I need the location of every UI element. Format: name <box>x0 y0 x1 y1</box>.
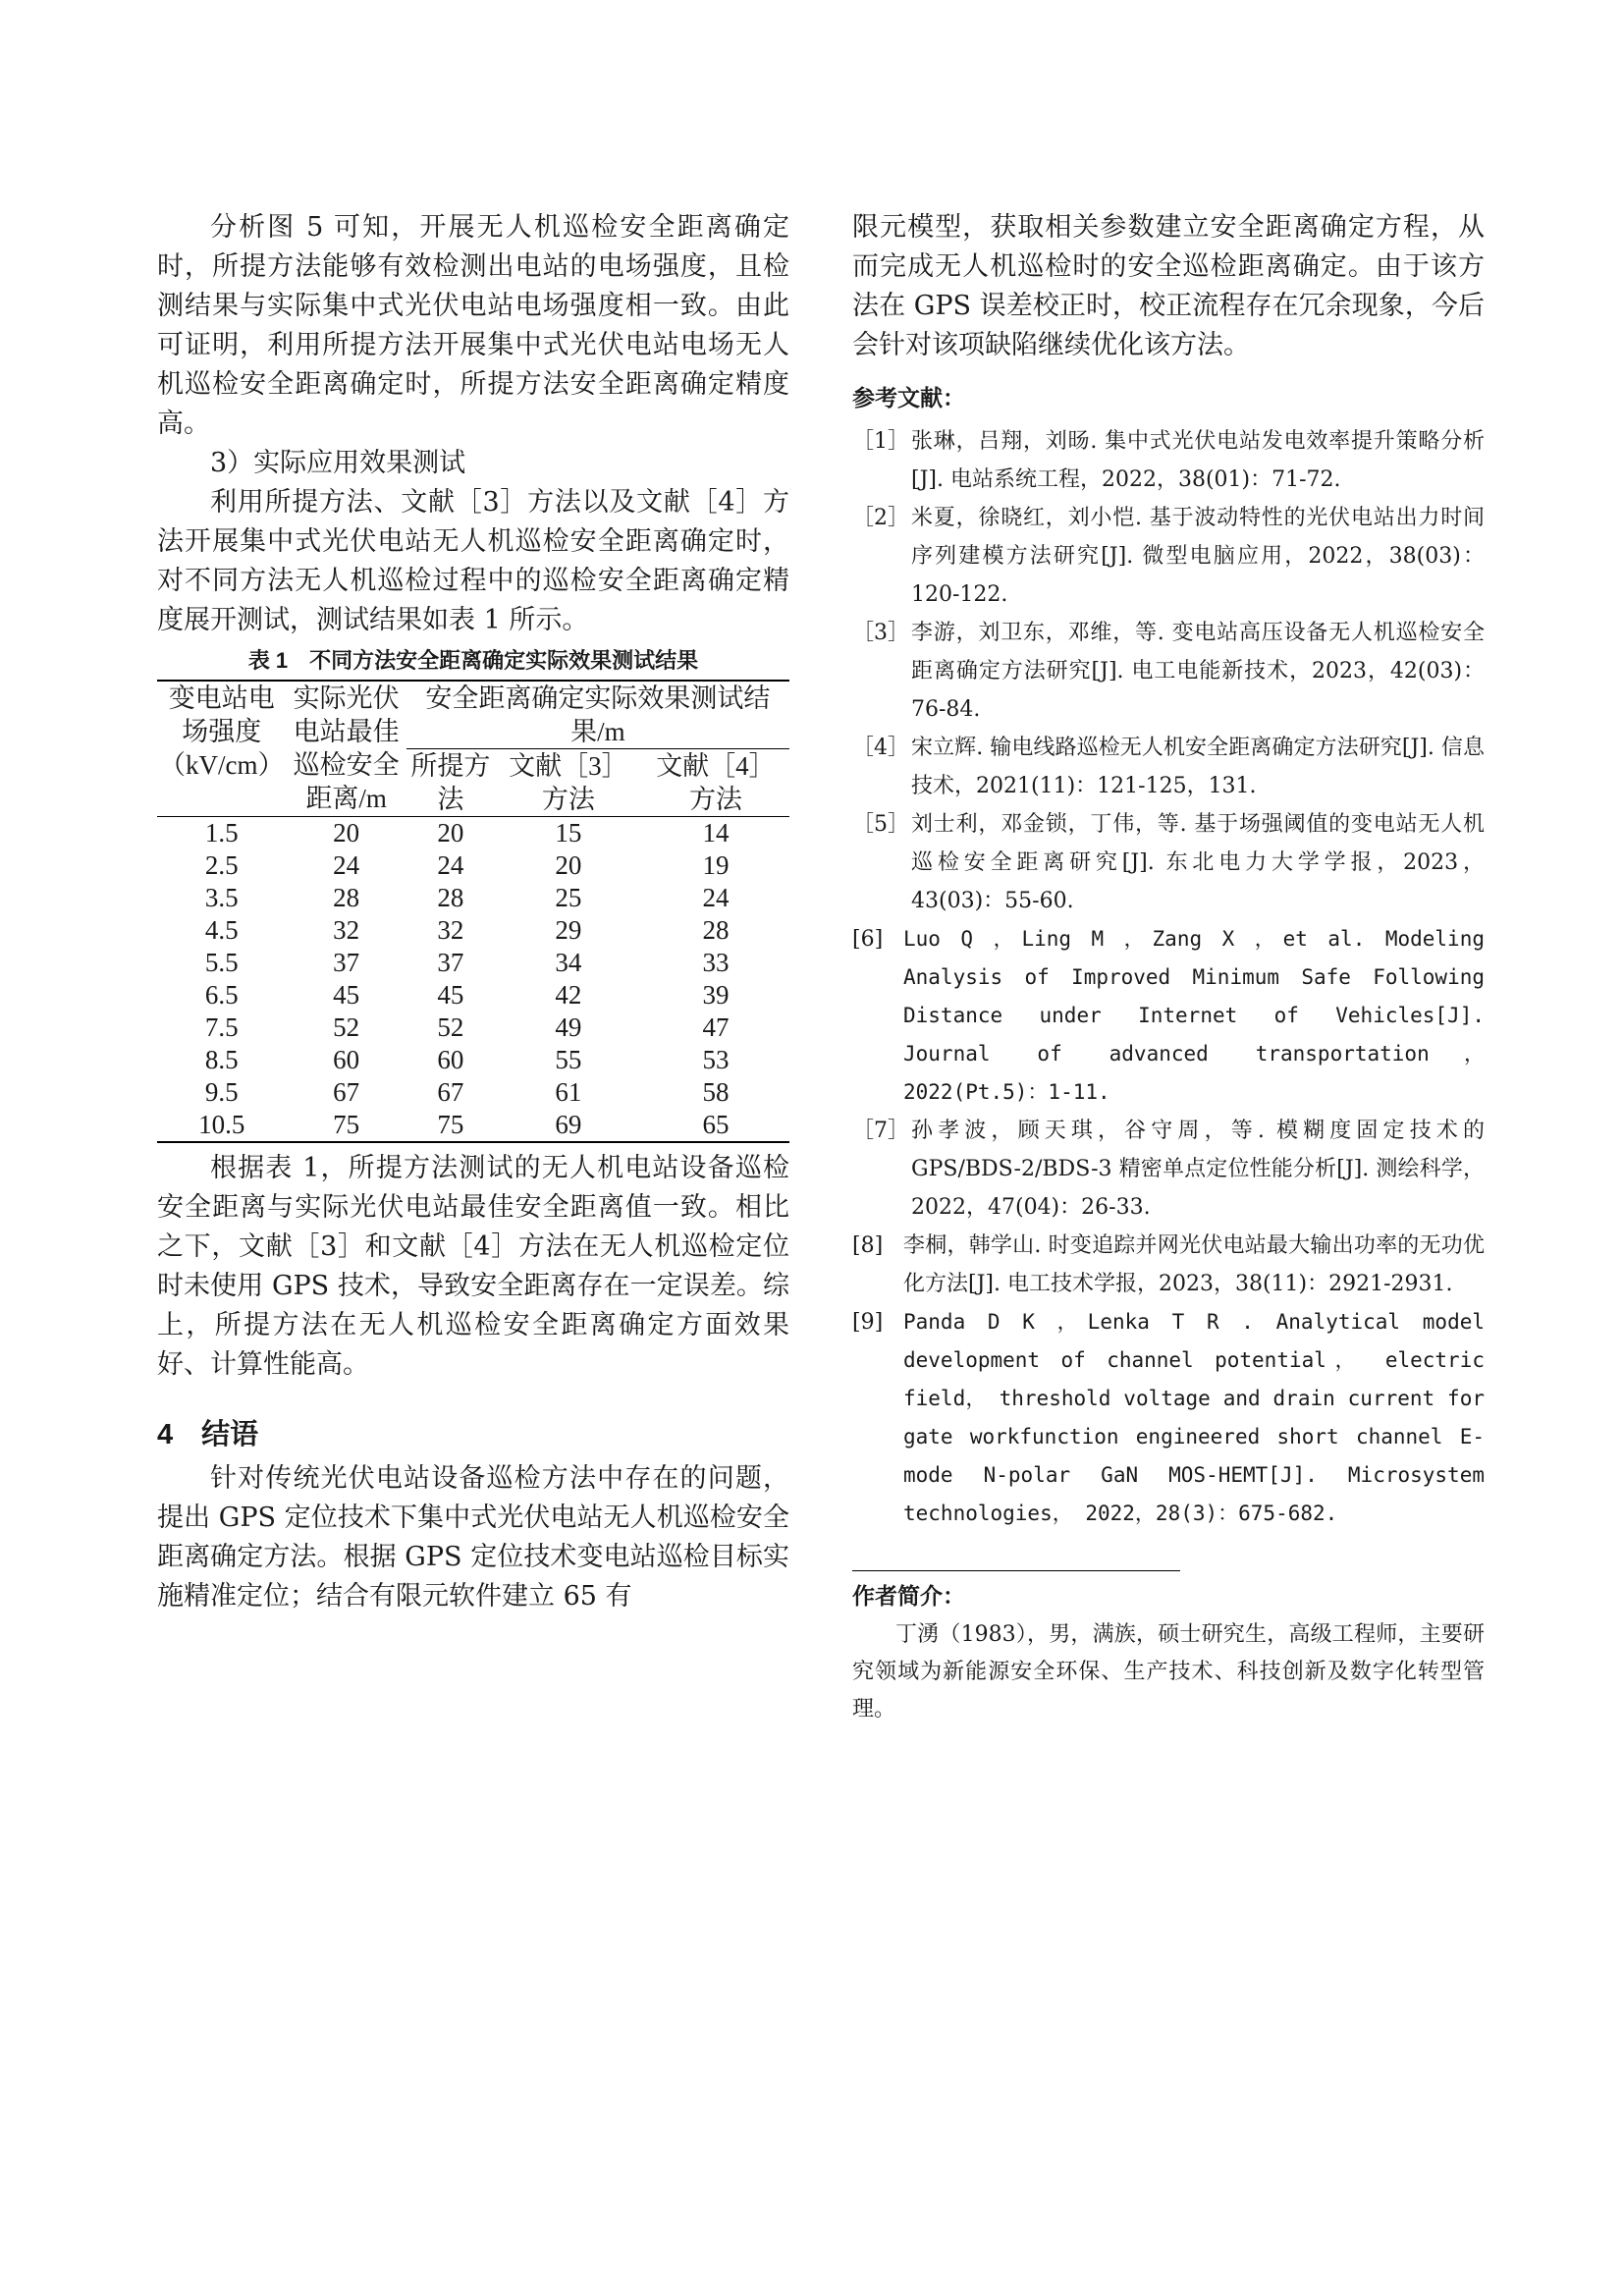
reference-item <box>852 422 1485 499</box>
table-cell: 39 <box>702 980 730 1010</box>
table-row <box>157 1109 789 1142</box>
reference-item <box>852 1303 1485 1533</box>
table-cell: 9.5 <box>204 1077 239 1107</box>
table-header-ref3: 文献［3］方法 <box>495 749 642 817</box>
table-cell: 60 <box>437 1045 464 1074</box>
table-cell: 29 <box>555 915 582 945</box>
reference-item <box>852 614 1485 729</box>
table-row <box>157 849 789 882</box>
table-cell: 7.5 <box>204 1012 239 1042</box>
author-bio: 丁湧（1983），男，满族，硕士研究生，高级工程师，主要研究领域为新能源安全环保、生产技术、科技创新及数字化转型管理。 <box>852 1622 1485 1722</box>
reference-text: Luo Q ，Ling M ，Zang X ，et al. Modeling Analysis of Improved Minimum Safe Following Distance under Internet of Vehicles[J]. Journal of advanced transportation，2022(Pt.5)：1-11. <box>903 927 1485 1104</box>
table-cell: 45 <box>437 980 464 1010</box>
table-cell: 20 <box>437 818 464 847</box>
results-table <box>157 680 789 1143</box>
reference-number: ［1］ <box>852 429 909 454</box>
table-row <box>157 1076 789 1109</box>
table-cell: 1.5 <box>204 818 239 847</box>
table-cell: 60 <box>333 1045 360 1074</box>
table-row <box>157 882 789 914</box>
table-cell: 28 <box>702 915 730 945</box>
table-body <box>157 817 789 1143</box>
table-cell: 5.5 <box>204 948 239 977</box>
table-cell: 45 <box>333 980 360 1010</box>
subheading: 3）实际应用效果测试 <box>210 448 466 478</box>
table-cell: 65 <box>702 1110 730 1139</box>
table-cell: 20 <box>555 850 582 880</box>
body-paragraph: 利用所提方法、文献［3］方法以及文献［4］方法开展集中式光伏电站无人机巡检安全距离确定时，对不同方法无人机巡检过程中的巡检安全距离确定精度展开测试，测试结果如表 1 所示。 <box>157 487 789 635</box>
table-cell: 24 <box>702 883 730 912</box>
reference-text: Panda D K ，Lenka T R . Analytical model development of channel potential， electric field， threshold voltage and drain current for gate workfunction engineered short channel E-mode N-polar GaN MOS-HEMT[J]. Microsystem technologies， 2022，28(3)：675-682. <box>903 1310 1485 1525</box>
reference-number: ［5］ <box>852 812 909 837</box>
table-cell: 25 <box>555 883 582 912</box>
table-cell: 75 <box>333 1110 360 1139</box>
table-cell: 37 <box>333 948 360 977</box>
reference-number: [6] <box>852 927 884 952</box>
table-cell: 49 <box>555 1012 582 1042</box>
table-row <box>157 1044 789 1076</box>
reference-item <box>852 729 1485 805</box>
table-cell: 8.5 <box>204 1045 239 1074</box>
reference-text: 刘士利，邓金锁，丁伟，等. 基于场强阈值的变电站无人机巡检安全距离研究[J]. 东北电力大学学报，2023，43(03)：55-60. <box>911 812 1485 913</box>
author-heading: 作者简介： <box>852 1583 965 1609</box>
reference-number: [8] <box>852 1233 884 1258</box>
table-cell: 52 <box>437 1012 464 1042</box>
reference-item <box>852 1112 1485 1227</box>
table-cell: 52 <box>333 1012 360 1042</box>
table-cell: 24 <box>437 850 464 880</box>
table-cell: 69 <box>555 1110 582 1139</box>
reference-text: 孙孝波，顾天琪，谷守周，等. 模糊度固定技术的 GPS/BDS-2/BDS-3 精密单点定位性能分析[J]. 测绘科学，2022，47(04)：26-33. <box>911 1119 1485 1220</box>
reference-number: ［4］ <box>852 736 909 760</box>
table-row <box>157 914 789 947</box>
table-cell: 3.5 <box>204 883 239 912</box>
body-paragraph: 分析图 5 可知，开展无人机巡检安全距离确定时，所提方法能够有效检测出电站的电场强度，且检测结果与实际集中式光伏电站电场强度相一致。由此可证明，利用所提方法开展集中式光伏电站电场无人机巡检安全距离确定时，所提方法安全距离确定精度高。 <box>157 212 789 439</box>
body-paragraph: 限元模型，获取相关参数建立安全距离确定方程，从而完成无人机巡检时的安全巡检距离确定。由于该方法在 GPS 误差校正时，校正流程存在冗余现象，今后会针对该项缺陷继续优化该方法。 <box>852 212 1485 360</box>
table-cell: 42 <box>555 980 582 1010</box>
table-cell: 19 <box>702 850 730 880</box>
table-cell: 10.5 <box>198 1110 245 1139</box>
table-row <box>157 979 789 1011</box>
body-paragraph: 根据表 1，所提方法测试的无人机电站设备巡检安全距离与实际光伏电站最佳安全距离值一致。相比之下，文献［3］和文献［4］方法在无人机巡检定位时未使用 GPS 技术，导致安全距离存在一定误差。综上，所提方法在无人机巡检安全距离确定方面效果好、计算性能高。 <box>157 1153 789 1380</box>
table-cell: 75 <box>437 1110 464 1139</box>
divider <box>852 1570 1180 1571</box>
table-cell: 53 <box>702 1045 730 1074</box>
reference-text: 宋立辉. 输电线路巡检无人机安全距离确定方法研究[J]. 信息技术，2021(11)：121-125，131. <box>911 736 1485 798</box>
table-caption: 表 1 不同方法安全距离确定实际效果测试结果 <box>247 648 699 673</box>
table-cell: 2.5 <box>204 850 239 880</box>
reference-number: ［7］ <box>852 1119 909 1143</box>
reference-number: [9] <box>852 1310 884 1335</box>
table-cell: 55 <box>555 1045 582 1074</box>
table-cell: 37 <box>437 948 464 977</box>
reference-item <box>852 805 1485 920</box>
table-cell: 58 <box>702 1077 730 1107</box>
references-heading: 参考文献： <box>852 385 965 410</box>
table-cell: 14 <box>702 818 730 847</box>
reference-list <box>852 422 1485 1533</box>
table-cell: 67 <box>437 1077 464 1107</box>
reference-text: 张琳，吕翔，刘旸. 集中式光伏电站发电效率提升策略分析[J]. 电站系统工程，2022，38(01)：71-72. <box>911 429 1485 492</box>
reference-item <box>852 499 1485 614</box>
table-cell: 24 <box>333 850 360 880</box>
table-cell: 20 <box>333 818 360 847</box>
reference-text: 李游，刘卫东，邓维，等. 变电站高压设备无人机巡检安全距离确定方法研究[J]. 电工电能新技术，2023，42(03)：76-84. <box>911 621 1485 722</box>
table-cell: 28 <box>437 883 464 912</box>
reference-item <box>852 1227 1485 1303</box>
table-cell: 34 <box>555 948 582 977</box>
table-row <box>157 1011 789 1044</box>
left-column <box>157 208 789 1616</box>
body-paragraph: 针对传统光伏电站设备巡检方法中存在的问题，提出 GPS 定位技术下集中式光伏电站无人机巡检安全距离确定方法。根据 GPS 定位技术变电站巡检目标实施精准定位；结合有限元软件建立 65 有 <box>157 1463 789 1612</box>
right-column <box>852 208 1485 1728</box>
table-cell: 32 <box>333 915 360 945</box>
table-cell: 6.5 <box>204 980 239 1010</box>
table-row <box>157 947 789 979</box>
table-cell: 4.5 <box>204 915 239 945</box>
table-cell: 47 <box>702 1012 730 1042</box>
table-header-group: 安全距离确定实际效果测试结果/m <box>406 681 789 749</box>
table-row <box>157 817 789 850</box>
table-header-ref4: 文献［4］方法 <box>642 749 789 817</box>
table-cell: 32 <box>437 915 464 945</box>
section-heading: 4 结语 <box>157 1419 259 1450</box>
table-header-proposed: 所提方法 <box>406 749 495 817</box>
reference-text: 李桐，韩学山. 时变追踪并网光伏电站最大输出功率的无功优化方法[J]. 电工技术学报，2023，38(11)：2921-2931. <box>903 1233 1485 1296</box>
table-cell: 15 <box>555 818 582 847</box>
table-cell: 67 <box>333 1077 360 1107</box>
table-cell: 28 <box>333 883 360 912</box>
table-cell: 61 <box>555 1077 582 1107</box>
table-cell: 33 <box>702 948 730 977</box>
reference-number: ［2］ <box>852 506 909 530</box>
table-header-field-strength: 变电站电场强度（kV/cm） <box>157 681 287 817</box>
reference-text: 米夏，徐晓红，刘小恺. 基于波动特性的光伏电站出力时间序列建模方法研究[J]. 微型电脑应用，2022，38(03)：120-122. <box>911 506 1485 607</box>
table-header-actual-distance: 实际光伏电站最佳巡检安全距离/m <box>287 681 406 817</box>
reference-number: ［3］ <box>852 621 909 645</box>
reference-item <box>852 920 1485 1112</box>
